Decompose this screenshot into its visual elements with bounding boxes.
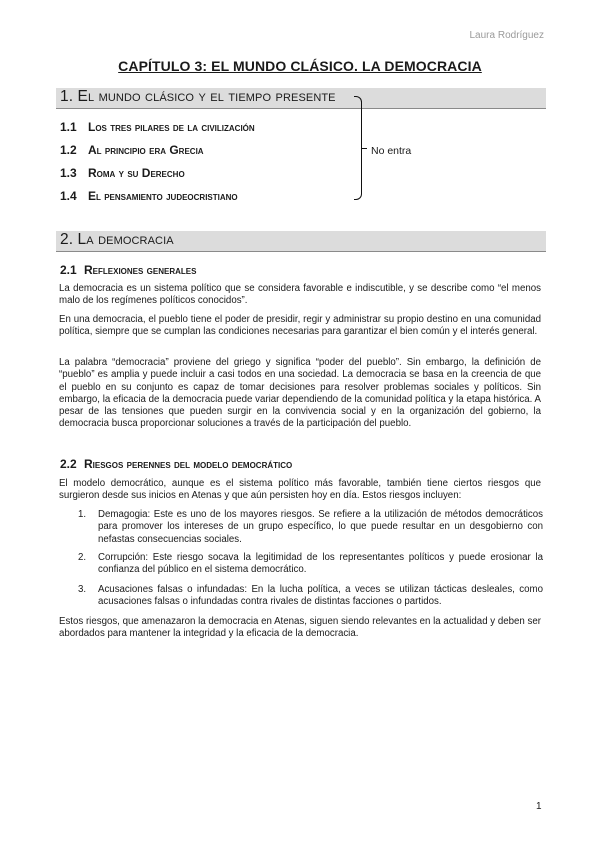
subsection-number: 2.2 [60,457,77,471]
paragraph: Estos riesgos, que amenazaron la democracia en Atenas, siguen siendo relevantes en la actualidad y deben ser abordados para mantener la integridad y la eficacia de la democracia. [59,616,541,640]
subsection-number: 1.3 [60,166,77,180]
list-number: 1. [78,509,87,520]
paragraph: En una democracia, el pueblo tiene el poder de presidir, regir y administrar su propio destino en una comunidad política, siempre que se cumplan las condiciones necesarias para garantizar el bien común y el interés general. [59,314,541,338]
subsection-number: 1.4 [60,189,77,203]
subsection-1-4 [60,189,238,203]
subsection-1-2 [60,143,204,157]
subsection-2-1-heading [60,263,196,277]
subsection-title: Riesgos perennes del modelo democrático [84,457,293,471]
curly-bracket-tip [361,148,367,149]
list-text: Corrupción: Este riesgo socava la legitimidad de los representantes políticos y puede erosionar la confianza del público en el sistema democrático. [98,552,543,576]
no-entra-note: No entra [371,145,412,157]
subsection-1-1 [60,120,255,134]
subsection-label: Roma y su Derecho [88,166,185,180]
paragraph: La palabra “democracia” proviene del griego y significa “poder del pueblo”. Sin embargo, la definición de “pueblo” es amplia y puede incluir a casi todos en una sociedad. La democracia se basa en la creencia de que el pueblo en su conjunto es capaz de tomar decisiones para resolver problemas sociales y políticos. Sin embargo, la eficacia de la democracia puede variar dependiendo de la comunidad política y la etapa histórica. A pesar de las tensiones que pueden surgir en la convivencia social y en la organización del gobierno, la democracia busca proporcionar soluciones a través de la participación del pueblo. [59,357,541,430]
list-item [78,509,543,546]
subsection-2-2-heading [60,457,292,471]
subsection-label: Al principio era Grecia [88,143,204,157]
subsection-number: 1.1 [60,120,77,134]
chapter-title: CAPÍTULO 3: EL MUNDO CLÁSICO. LA DEMOCRACIA [118,58,482,74]
paragraph: El modelo democrático, aunque es el sistema político más favorable, también tiene ciertos riesgos que surgieron desde sus inicios en Atenas y que aún persisten hoy en día. Estos riesgos incluyen: [59,478,541,502]
list-item [78,552,543,577]
section-2-title: 2. La democracia [60,231,174,248]
subsection-label: Los tres pilares de la civilización [88,120,255,134]
list-item [78,584,543,609]
subsection-title: Reflexiones generales [84,263,197,277]
list-number: 3. [78,584,87,595]
list-text: Demagogia: Este es uno de los mayores riesgos. Se refiere a la utilización de métodos democráticos para promover los intereses de un grupo específico, lo que puede resultar en un desgobierno con nefastas consecuencias sociales. [98,509,543,545]
page-number: 1 [536,801,542,812]
list-number: 2. [78,552,87,563]
author-name: Laura Rodríguez [469,30,544,41]
subsection-number: 2.1 [60,263,77,277]
subsection-number: 1.2 [60,143,77,157]
list-text: Acusaciones falsas o infundadas: En la lucha política, a veces se utilizan tácticas desleales, como acusaciones falsas o infundadas contra rivales de distintas facciones o partidos. [98,584,543,608]
subsection-1-3 [60,166,185,180]
section-1-title: 1. El mundo clásico y el tiempo presente [60,88,336,105]
subsection-label: El pensamiento judeocristiano [88,189,238,203]
paragraph: La democracia es un sistema político que se considera favorable e indiscutible, y se describe como “el menos malo de los regímenes políticos conocidos”. [59,283,541,307]
